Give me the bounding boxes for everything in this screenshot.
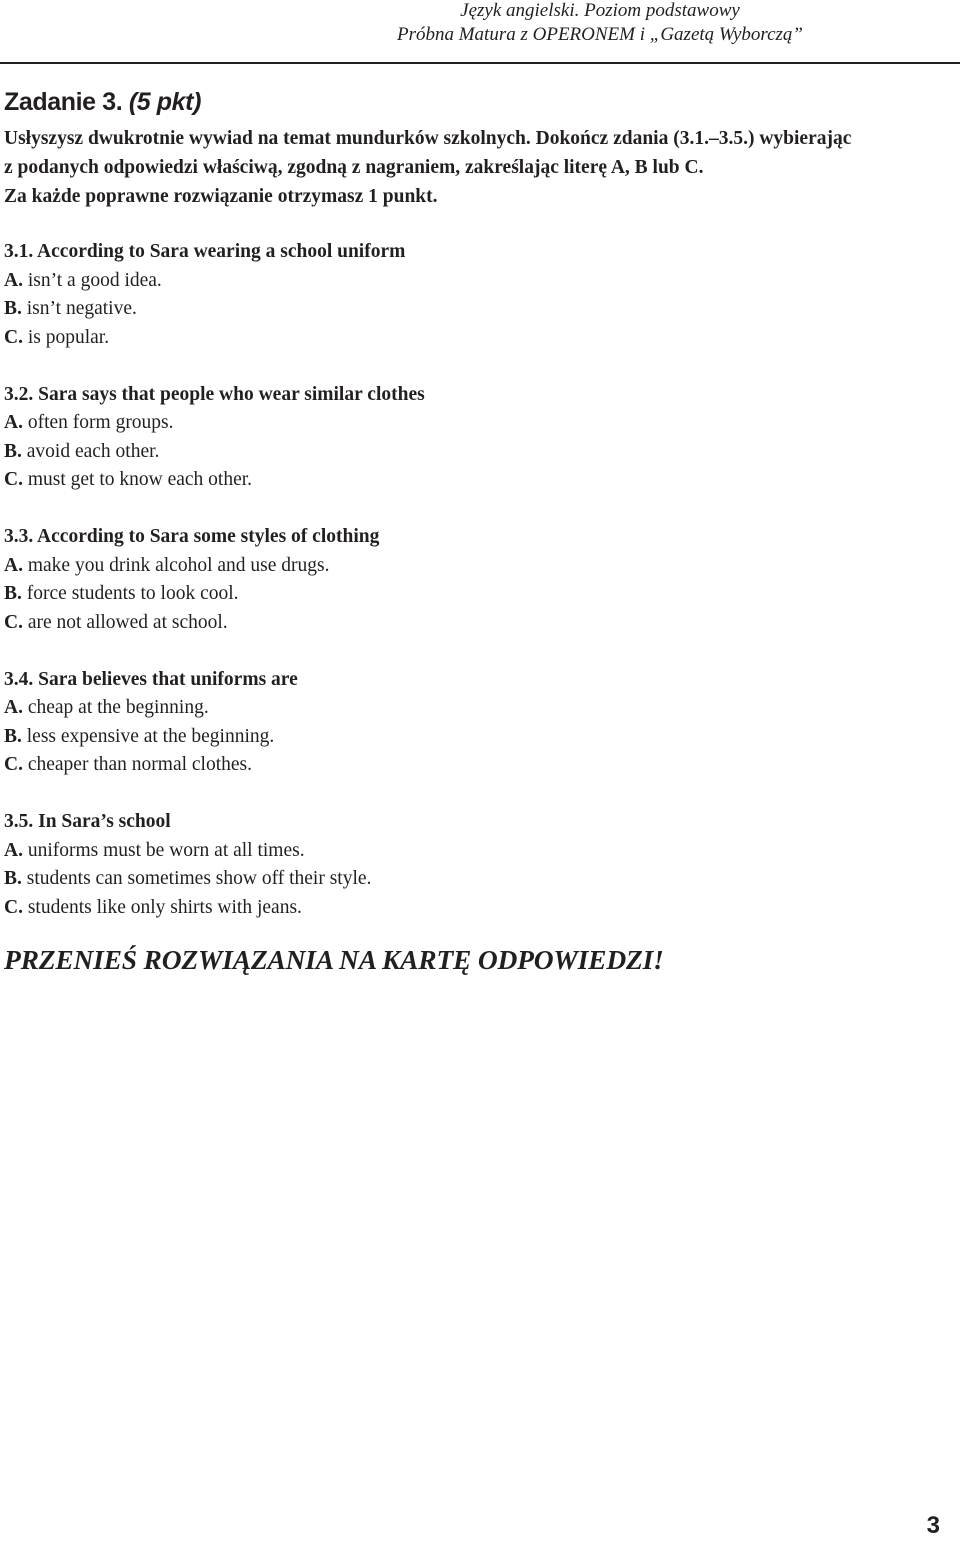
- question-list: [4, 238, 954, 951]
- option-letter: A.: [4, 697, 23, 718]
- option-text: students can sometimes show off their style.: [21, 868, 372, 889]
- task-title: [4, 88, 201, 117]
- option-letter: A.: [4, 412, 23, 433]
- question-3-4: [4, 666, 954, 780]
- option-text: cheaper than normal clothes.: [22, 754, 252, 775]
- question-3-2: [4, 381, 954, 495]
- page-header: [0, 0, 960, 62]
- option-text: cheap at the beginning.: [22, 697, 209, 718]
- transfer-answers-notice: PRZENIEŚ ROZWIĄZANIA NA KARTĘ ODPOWIEDZI!: [4, 944, 664, 975]
- option-c[interactable]: [4, 894, 954, 923]
- option-text: often form groups.: [22, 412, 174, 433]
- option-text: avoid each other.: [21, 440, 160, 462]
- option-letter: B.: [4, 868, 22, 889]
- option-a[interactable]: [4, 409, 954, 438]
- task-number: Zadanie 3.: [4, 88, 123, 116]
- option-text: are not allowed at school.: [22, 611, 228, 633]
- question-stem: 3.2. Sara says that people who wear similar clothes: [4, 383, 425, 405]
- option-letter: B.: [4, 440, 22, 462]
- option-b[interactable]: [4, 438, 954, 467]
- instruction-line: Za każde poprawne rozwiązanie otrzymasz 1 punkt.: [4, 186, 438, 207]
- option-c[interactable]: [4, 609, 954, 638]
- option-text: isn’t negative.: [21, 298, 137, 319]
- option-letter: A.: [4, 839, 23, 861]
- task-instructions: [4, 124, 960, 211]
- option-letter: B.: [4, 583, 22, 604]
- option-b[interactable]: [4, 723, 954, 752]
- option-letter: C.: [4, 896, 23, 918]
- option-a[interactable]: [4, 267, 954, 296]
- option-letter: B.: [4, 725, 22, 747]
- question-3-1: [4, 238, 954, 352]
- option-letter: C.: [4, 754, 23, 775]
- page-number: 3: [926, 1512, 940, 1539]
- option-b[interactable]: [4, 580, 954, 609]
- instruction-line: z podanych odpowiedzi właściwą, zgodną z nagraniem, zakreślając literę A, B lub C.: [4, 157, 704, 178]
- option-a[interactable]: [4, 837, 954, 866]
- question-3-5: [4, 808, 954, 922]
- option-text: make you drink alcohol and use drugs.: [22, 554, 330, 576]
- option-letter: C.: [4, 469, 23, 490]
- question-stem: 3.5. In Sara’s school: [4, 811, 171, 832]
- task-points: (5 pkt): [128, 88, 202, 116]
- option-text: students like only shirts with jeans.: [22, 896, 302, 918]
- header-exam-name: Próbna Matura z OPERONEM i „Gazetą Wyborczą”: [396, 24, 804, 45]
- option-c[interactable]: [4, 324, 954, 353]
- option-text: is popular.: [22, 326, 110, 348]
- question-3-3: [4, 523, 954, 637]
- option-a[interactable]: [4, 694, 954, 723]
- option-c[interactable]: [4, 751, 954, 780]
- option-text: uniforms must be worn at all times.: [22, 839, 305, 861]
- instruction-line: Usłyszysz dwukrotnie wywiad na temat mundurków szkolnych. Dokończ zdania (3.1.–3.5.) wybierając: [4, 128, 852, 149]
- option-b[interactable]: [4, 295, 954, 324]
- option-letter: A.: [4, 269, 23, 291]
- option-text: isn’t a good idea.: [22, 269, 162, 291]
- option-text: less expensive at the beginning.: [21, 725, 275, 747]
- option-letter: C.: [4, 326, 23, 348]
- header-divider: [0, 62, 960, 64]
- option-b[interactable]: [4, 865, 954, 894]
- option-letter: C.: [4, 611, 23, 633]
- option-text: force students to look cool.: [21, 583, 239, 604]
- option-c[interactable]: [4, 466, 954, 495]
- option-a[interactable]: [4, 552, 954, 581]
- question-stem: 3.3. According to Sara some styles of clothing: [4, 526, 380, 547]
- option-letter: B.: [4, 298, 22, 319]
- option-text: must get to know each other.: [22, 469, 253, 490]
- header-subject: Język angielski. Poziom podstawowy: [460, 0, 740, 21]
- question-stem: 3.4. Sara believes that uniforms are: [4, 668, 298, 690]
- question-stem: 3.1. According to Sara wearing a school uniform: [4, 241, 406, 262]
- option-letter: A.: [4, 554, 23, 576]
